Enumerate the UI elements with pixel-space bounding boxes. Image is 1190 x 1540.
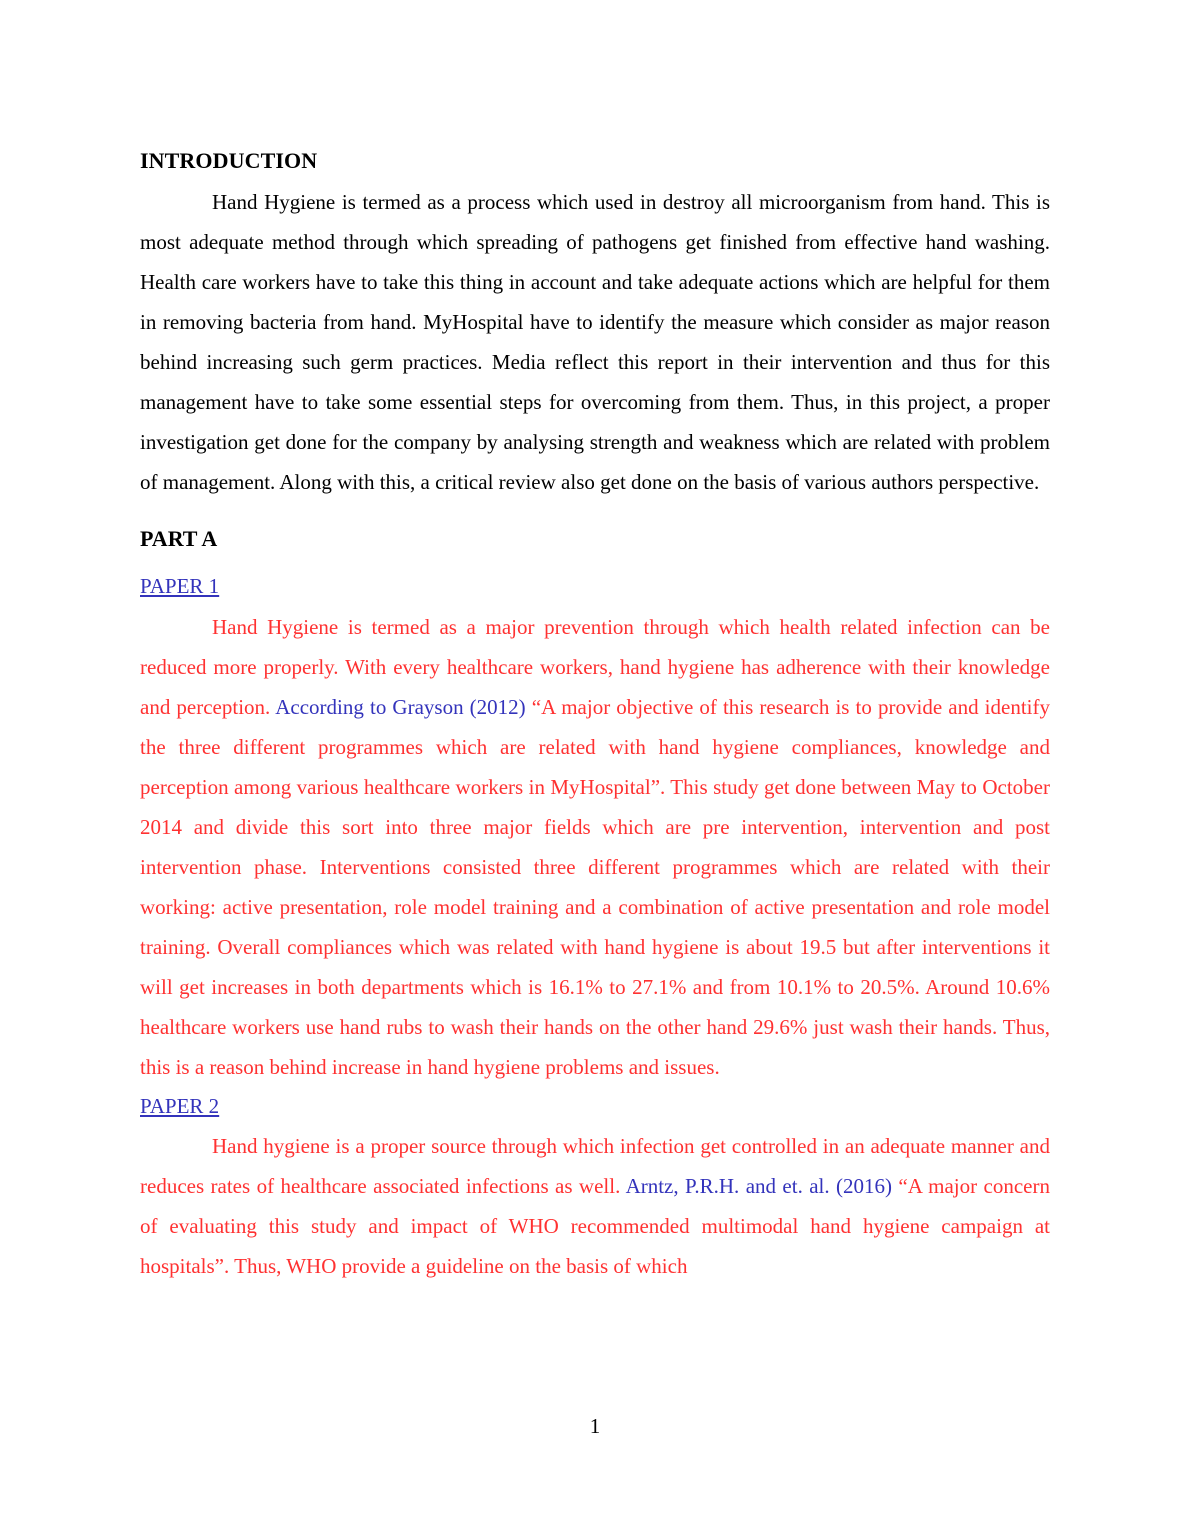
part-a-heading: PART A [140,525,218,551]
paper-1-link[interactable]: PAPER 1 [140,574,220,599]
paper-2-text-before-citation: Hand hygiene is a proper source through which infection get controlled in an adequate manner and reduces rates of healthcare associated infections as well. [140,1134,1050,1199]
paper-2-link[interactable]: PAPER 2 [140,1093,220,1118]
introduction-paragraph: Hand Hygiene is termed as a process which used in destroy all microorganism from hand. This is most adequate method through which spreading of pathogens get finished from effective hand washing. Health care workers have to take this thing in account and take adequate actions which are helpful for them in removing bacteria from hand. MyHospital have to identify the measure which consider as major reason behind increasing such germ practices. Media reflect this report in their intervention and thus for this management have to take some essential steps for overcoming from them. Thus, in this project, a proper investigation get done for the company by analysing strength and weakness which are related with problem of management. Along with this, a critical review also get done on the basis of various authors perspective. [140,189,1050,494]
paper-2-text-after-citation: “A major concern of evaluating this study and impact of WHO recommended multimodal hand hygiene campaign at hospitals”. Thus, WHO provide a guideline on the basis of which [140,1174,1050,1279]
paper-2-paragraph [140,1126,1050,1286]
paper-2-citation: Arntz, P.R.H. and et. al. (2016) [625,1174,893,1199]
paper-1-paragraph [140,607,1050,1087]
page-number: 1 [589,1414,601,1438]
paper-1-text-after-citation: “A major objective of this research is to provide and identify the three different programmes which are related with hand hygiene compliances, knowledge and perception among various healthcare workers in MyHospital”. This study get done between May to October 2014 and divide this sort into three major fields which are pre intervention, intervention and post intervention phase. Interventions consisted three different programmes which are related with their working: active presentation, role model training and a combination of active presentation and role model training. Overall compliances which was related with hand hygiene is about 19.5 but after interventions it will get increases in both departments which is 16.1% to 27.1% and from 10.1% to 20.5%. Around 10.6% healthcare workers use hand rubs to wash their hands on the other hand 29.6% just wash their hands. Thus, this is a reason behind increase in hand hygiene problems and issues. [140,694,1050,1079]
paper-1-citation: According to Grayson (2012) [275,694,526,719]
page-title-introduction: INTRODUCTION [140,148,318,173]
page-content [140,146,1050,1290]
paper-1-text-before-citation: Hand Hygiene is termed as a major prevention through which health related infection can be reduced more properly. With every healthcare workers, hand hygiene has adherence with their knowledge and perception. [140,614,1050,719]
